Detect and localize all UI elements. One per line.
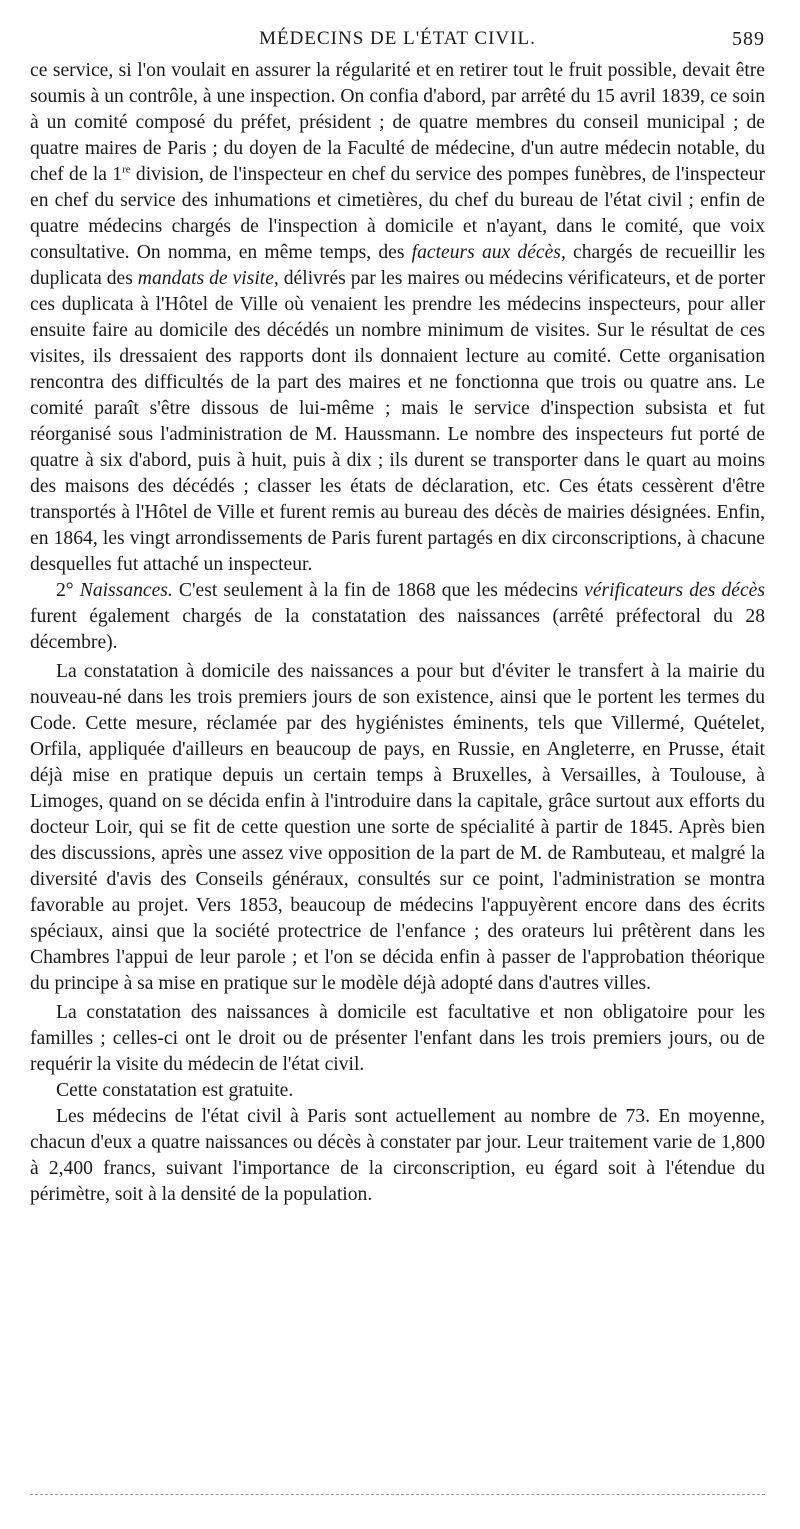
body-text xyxy=(30,58,765,1208)
paragraph-birth-verification: La constatation à domicile des naissances a pour but d'éviter le transfert à la mairie du nouveau-né dans les trois premiers jours de son existence, ainsi que le portent les termes du Code. Cette mesure, réclamée par des hygiénistes éminents, tels que Villermé, Quételet, Orfila, appliquée d'ailleurs en beaucoup de pays, en Russie, en Angleterre, en Prusse, était déjà mise en pratique depuis un certain temps à Bruxelles, à Versailles, à Toulouse, à Limoges, quand on se décida enfin à l'introduire dans la capitale, grâce surtout aux efforts du docteur Loir, qui se fit de cette question une sorte de spécialité à partir de 1845. Après bien des discussions, après une assez vive opposition de la part de M. de Rambuteau, et malgré la diversité d'avis des Conseils généraux, consultés sur ce point, l'administration se montra favorable au projet. Vers 1853, beaucoup de médecins l'appuyèrent encore dans des écrits spéciaux, ainsi que la société protectrice de l'enfance ; des orateurs lui prêtèrent dans les Chambres l'appui de leur parole ; et l'on se décida enfin à passer de l'approbation théorique du principe à sa mise en pratique sur le modèle déjà adopté dans d'autres villes. xyxy=(30,661,765,994)
page-number: 589 xyxy=(732,28,765,50)
paragraph-inspection-service: ce service, si l'on voulait en assurer la régularité et en retirer tout le fruit possible, devait être soumis à un contrôle, à une inspection. On confia d'abord, par arrêté du 15 avril 1839, ce soin à un comité composé du préfet, président ; de quatre membres du conseil municipal ; de quatre maires de Paris ; du doyen de la Faculté de médecine, d'un autre médecin notable, du chef de la 1re division, de l'inspecteur en chef du service des pompes funèbres, de l'inspecteur en chef du service des inhumations et cimetières, du chef du bureau de l'état civil ; enfin de quatre médecins chargés de l'inspection à domicile et n'ayant, dans le comité, que voix consultative. On nomma, en même temps, des facteurs aux décès, chargés de recueillir les duplicata des mandats de visite, délivrés par les maires ou médecins vérificateurs, et de porter ces duplicata à l'Hôtel de Ville où venaient les prendre les médecins inspecteurs, pour aller ensuite faire au domicile des décédés un nombre minimum de visites. Sur le résultat de ces visites, ils dressaient des rapports dont ils donnaient lecture au comité. Cette organisation rencontra des difficultés de la part des maires et ne fonctionna que trois ou quatre ans. Le comité paraît s'être dissous de lui-même ; mais le service d'inspection subsista et fut réorganisé sous l'administration de M. Haussmann. Le nombre des inspecteurs fut porté de quatre à six d'abord, puis à huit, puis à dix ; ils durent se transporter dans le quart au moins des maisons des décédés ; classer les états de déclaration, etc. Ces états cessèrent d'être transportés à l'Hôtel de Ville et furent remis au bureau des décès de mairies désignées. Enfin, en 1864, les vingt arrondissements de Paris furent partagés en dix circonscriptions, à chacune desquelles fut attaché un inspecteur. xyxy=(30,60,766,575)
book-page xyxy=(30,28,765,1208)
paragraph-medecins-count: Les médecins de l'état civil à Paris sont actuellement au nombre de 73. En moyenne, chacun d'eux a quatre naissances ou décès à constater par jour. Leur traitement varie de 1,800 à 2,400 francs, suivant l'importance de la circonscription, eu égard soit à l'étendue du périmètre, soit à la densité de la population. xyxy=(30,1106,765,1205)
running-head: MÉDECINS DE L'ÉTAT CIVIL. xyxy=(259,28,536,49)
paragraph-gratuite: Cette constatation est gratuite. xyxy=(56,1080,294,1101)
footer-rule xyxy=(30,1494,765,1495)
paragraph-naissances-heading: 2° Naissances. C'est seulement à la fin de 1868 que les médecins vérificateurs des décès furent également chargés de la constatation des naissances (arrêté préfectoral du 28 décembre). xyxy=(30,580,765,653)
page-header xyxy=(30,28,765,58)
paragraph-facultative: La constatation des naissances à domicile est facultative et non obligatoire pour les familles ; celles-ci ont le droit ou de présenter l'enfant dans les trois premiers jours, ou de requérir la visite du médecin de l'état civil. xyxy=(30,1002,765,1075)
italic-term: facteurs aux décès xyxy=(411,242,561,263)
section-title: Naissances. xyxy=(79,580,173,601)
italic-term: vérificateurs des décès xyxy=(584,580,765,601)
italic-term: mandats de visite xyxy=(137,268,274,289)
superscript-re: re xyxy=(122,163,131,176)
